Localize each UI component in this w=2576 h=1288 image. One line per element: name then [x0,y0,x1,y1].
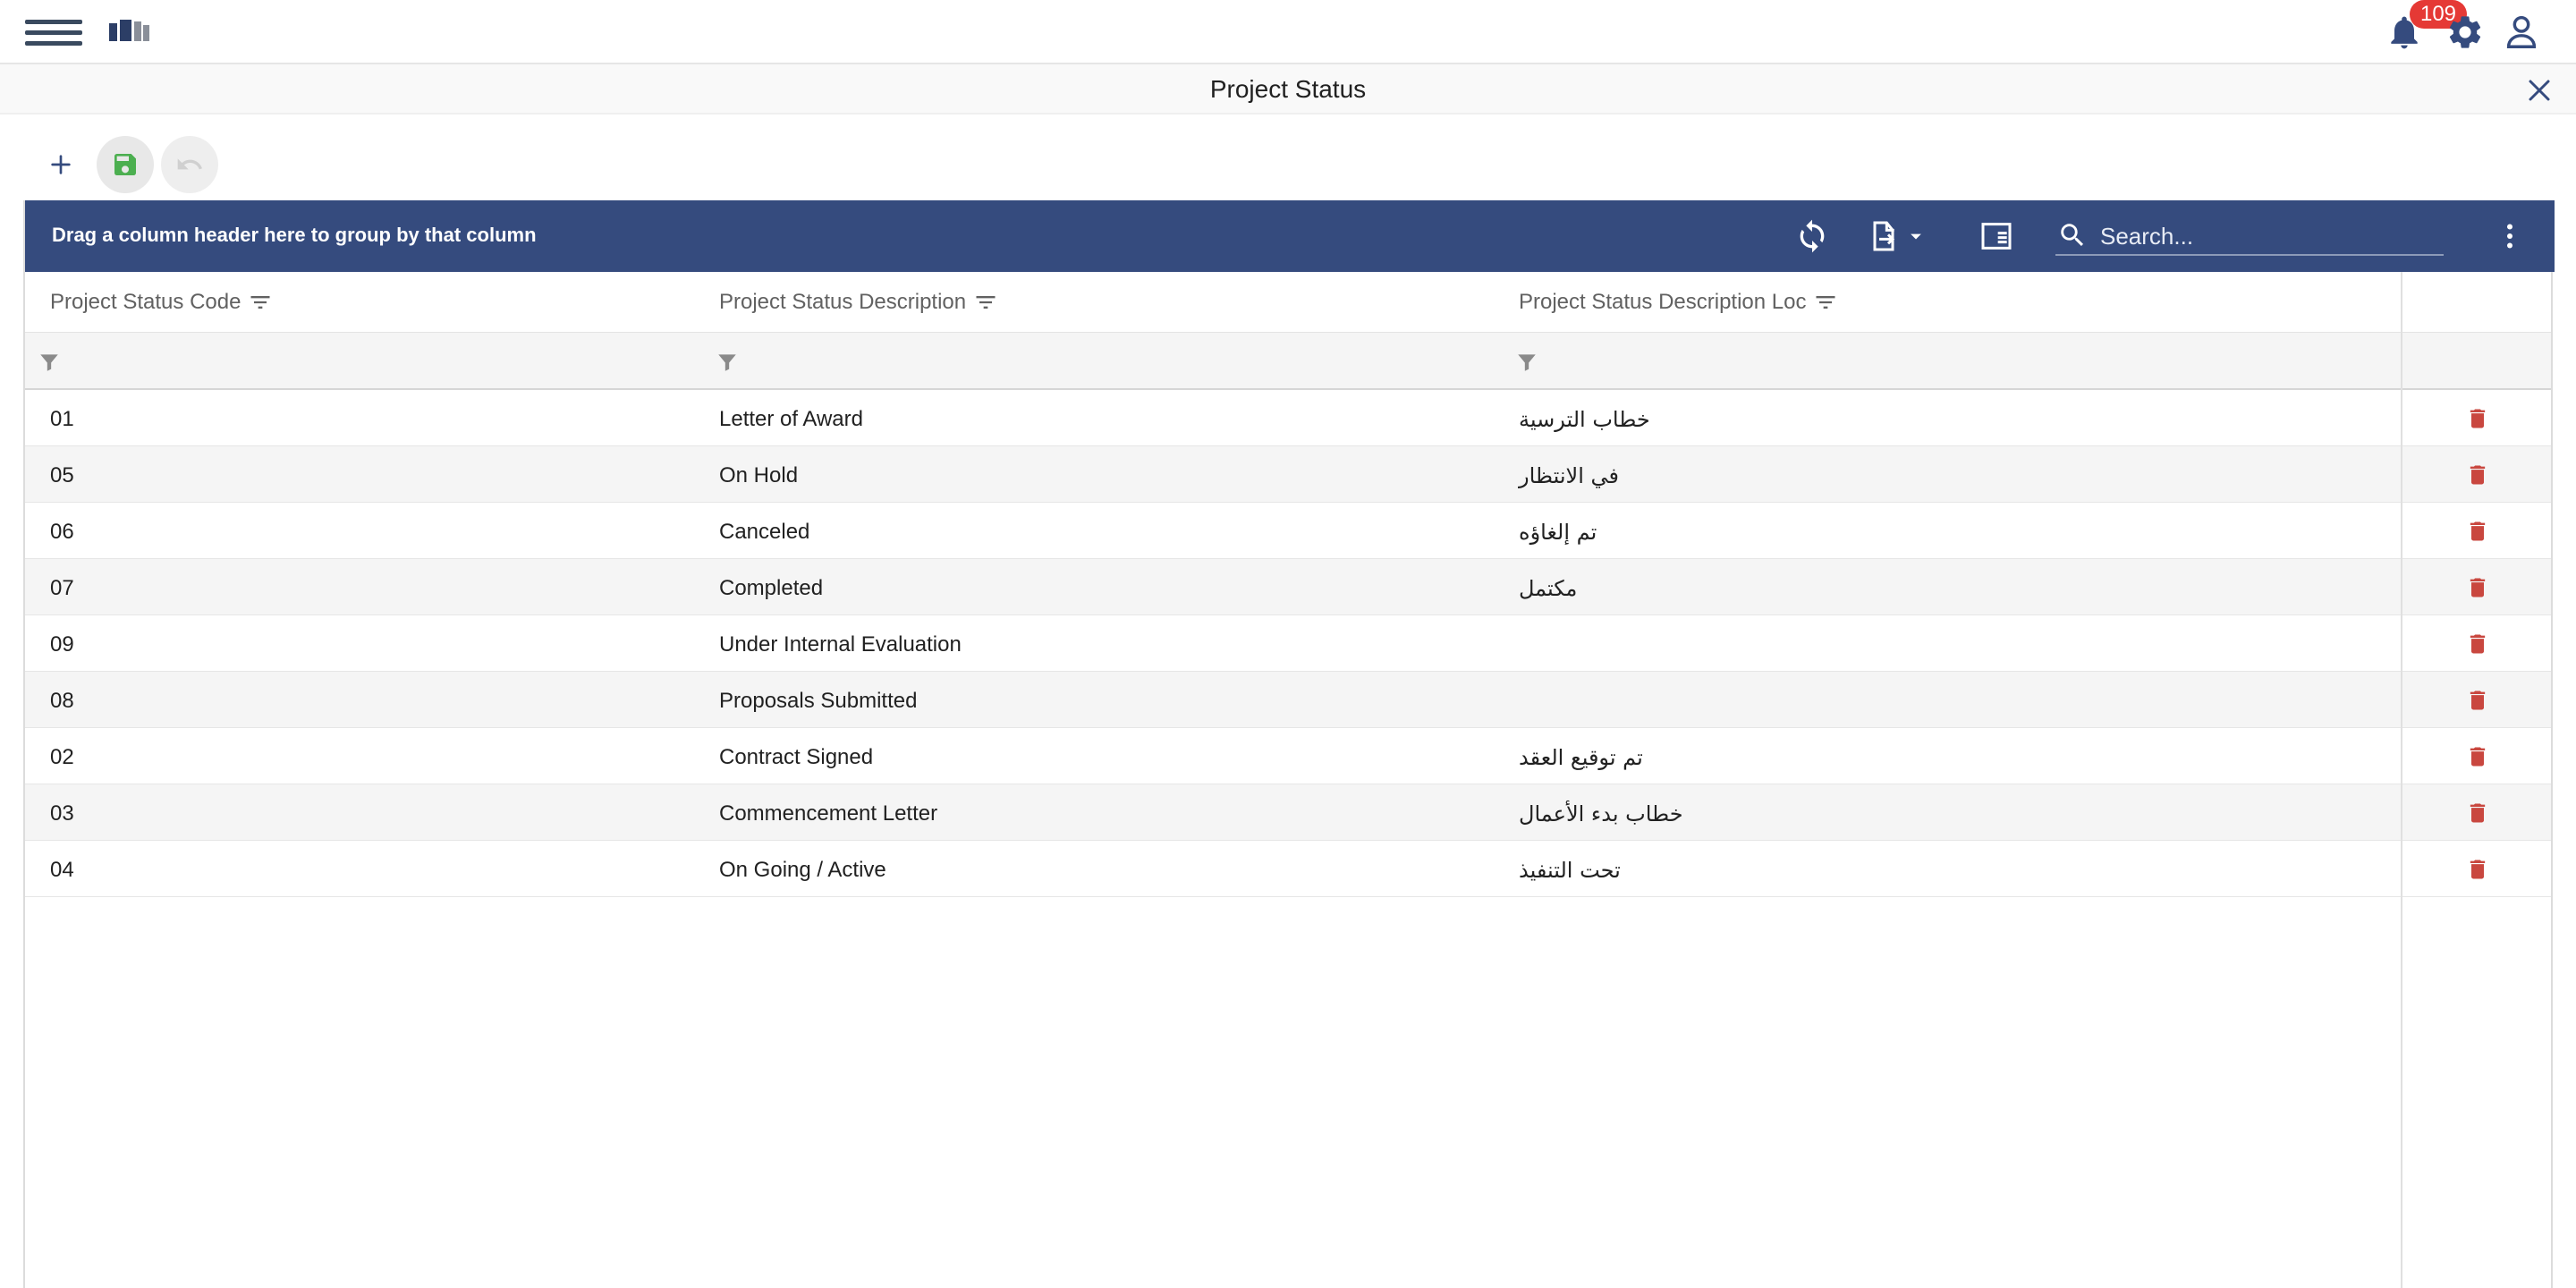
table-row[interactable] [25,390,2551,446]
grid-toolbar [25,200,2555,272]
data-grid [23,200,2553,1288]
page-title: Project Status [1209,75,1367,103]
cell-description[interactable]: On Going / Active [719,858,886,882]
table-row[interactable] [25,559,2551,615]
grid-header-row [25,272,2551,333]
more-vert-icon[interactable] [2494,220,2526,252]
trash-icon[interactable] [2465,686,2490,715]
trash-icon[interactable] [2465,404,2490,433]
column-header-label: Project Status Description [719,290,967,314]
export-icon[interactable] [1866,218,1902,254]
undo-icon [175,150,204,179]
user-icon[interactable] [2501,11,2542,52]
cell-description-loc[interactable]: تم توقيع العقد [1519,745,1643,770]
chevron-down-icon[interactable] [1903,218,1928,254]
column-header-description[interactable] [719,290,998,315]
close-icon[interactable] [2526,77,2553,104]
save-button[interactable] [97,136,154,193]
command-column-divider [2401,272,2402,1288]
search-box [2055,216,2444,256]
column-header-code[interactable] [50,290,273,315]
sort-filter-icon[interactable] [1813,290,1838,315]
cell-code[interactable]: 01 [50,407,74,431]
table-row[interactable] [25,503,2551,559]
hamburger-menu-icon[interactable] [25,18,82,45]
cell-code[interactable]: 07 [50,576,74,600]
gear-icon[interactable] [2445,13,2485,52]
add-button[interactable] [32,136,89,193]
save-icon [111,150,140,179]
table-row[interactable] [25,446,2551,503]
trash-icon[interactable] [2465,517,2490,546]
cell-code[interactable]: 02 [50,745,74,769]
cell-description-loc[interactable]: مكتمل [1519,576,1578,601]
group-panel-hint[interactable]: Drag a column header here to group by that column [52,224,537,246]
app-logo[interactable] [109,18,150,43]
table-row[interactable] [25,784,2551,841]
refresh-icon[interactable] [1794,218,1830,254]
column-header-description-loc[interactable] [1519,290,1838,315]
trash-icon[interactable] [2465,799,2490,827]
cell-description[interactable]: Canceled [719,520,810,544]
table-row[interactable] [25,672,2551,728]
table-row[interactable] [25,728,2551,784]
table-row[interactable] [25,615,2551,672]
cell-description-loc[interactable]: تم إلغاؤه [1519,520,1597,545]
cell-description-loc[interactable]: تحت التنفيذ [1519,858,1621,883]
cell-code[interactable]: 05 [50,463,74,487]
cell-description-loc[interactable]: خطاب الترسية [1519,407,1650,432]
search-icon [2057,220,2088,250]
cell-code[interactable]: 04 [50,858,74,882]
table-row[interactable] [25,841,2551,897]
cell-description-loc[interactable]: خطاب بدء الأعمال [1519,801,1683,826]
filter-icon[interactable] [716,351,739,374]
filter-icon[interactable] [38,351,61,374]
sort-filter-icon[interactable] [248,290,273,315]
trash-icon[interactable] [2465,461,2490,489]
cell-description[interactable]: Commencement Letter [719,801,938,826]
filter-icon[interactable] [1515,351,1538,374]
cell-description[interactable]: Completed [719,576,824,600]
cell-code[interactable]: 08 [50,689,74,713]
cell-code[interactable]: 06 [50,520,74,544]
cell-code[interactable]: 03 [50,801,74,826]
cell-description[interactable]: Under Internal Evaluation [719,632,962,657]
cell-description[interactable]: Contract Signed [719,745,874,769]
app-header [0,0,2576,64]
search-input[interactable] [2100,220,2440,252]
cell-code[interactable]: 09 [50,632,74,657]
trash-icon[interactable] [2465,573,2490,602]
trash-icon[interactable] [2465,855,2490,884]
trash-icon[interactable] [2465,630,2490,658]
cell-description[interactable]: On Hold [719,463,799,487]
cell-description-loc[interactable]: في الانتظار [1519,463,1619,488]
notification-count-badge: 109 [2410,0,2467,29]
column-header-label: Project Status Code [50,290,242,314]
column-header-label: Project Status Description Loc [1519,290,1807,314]
cell-description[interactable]: Proposals Submitted [719,689,918,713]
plus-icon [47,150,75,179]
trash-icon[interactable] [2465,742,2490,771]
column-chooser-icon[interactable] [1979,218,2014,254]
cell-description[interactable]: Letter of Award [719,407,863,431]
grid-body [25,390,2551,897]
grid-filter-row [25,333,2551,390]
title-bar [0,64,2576,114]
sort-filter-icon[interactable] [973,290,998,315]
undo-button[interactable] [161,136,218,193]
